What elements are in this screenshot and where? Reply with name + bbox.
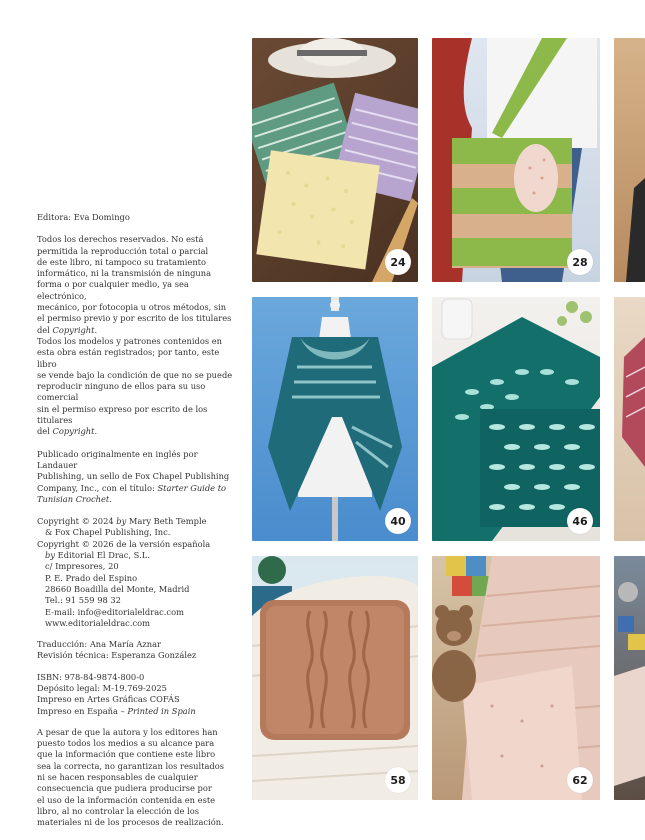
text-line: [37, 483, 237, 494]
website-line: www.editorialeldrac.com: [45, 617, 150, 628]
text-line: mecánico, por fotocopia u otros métodos, sin: [37, 302, 227, 313]
copyright-paragraph: [37, 516, 237, 629]
text-fragment: .: [94, 324, 98, 335]
text-line: de este libro, ni tampoco su tratamiento: [37, 256, 207, 267]
text-fragment: del: [37, 426, 53, 437]
text-line: puesto todos los medios a su alcance para: [37, 738, 215, 749]
text-line: [37, 550, 237, 561]
published-paragraph: [37, 449, 237, 505]
text-fragment: Tunisian Crochet: [37, 493, 110, 504]
blanket-photo[interactable]: [432, 556, 600, 800]
text-fragment: Impreso en España –: [37, 705, 128, 716]
editor-credit: Editora: Eva Domingo: [37, 212, 130, 222]
text-line: sea la correcta, no garantizan los resultados: [37, 760, 224, 771]
page-number-badge: 24: [385, 249, 411, 275]
isbn-paragraph: [37, 672, 237, 717]
address-line: 28660 Boadilla del Monte, Madrid: [45, 583, 190, 594]
pillow-photo[interactable]: [252, 556, 418, 800]
text-line: Todos los modelos y patrones contenidos en: [37, 335, 222, 346]
text-fragment: Copyright: [52, 426, 95, 437]
dishcloths-illustration: [252, 38, 418, 282]
email-line: E-mail: info@editorialeldrac.com: [45, 606, 184, 617]
text-line: el permiso previo y por escrito de los titulares: [37, 313, 232, 324]
phone-line: Tel.: 91 559 98 32: [45, 595, 121, 606]
partial-photo[interactable]: [614, 38, 645, 282]
text-line: [37, 426, 237, 437]
text-fragment: Copyright: [52, 324, 95, 335]
legal-deposit-line: Depósito legal: M-19.769-2025: [37, 682, 167, 693]
partial-illustration: [614, 297, 645, 541]
text-line: Publicado originalmente en inglés por Landauer: [37, 448, 198, 470]
partial-illustration: [614, 556, 645, 800]
text-line: permitida la reproducción total o parcial: [37, 245, 209, 256]
copyright-column: [37, 212, 237, 829]
text-line: el uso de la información contenida en este: [37, 794, 216, 805]
text-line: Todos los derechos reservados. No está: [37, 234, 204, 245]
text-fragment: Printed in Spain: [127, 705, 196, 716]
text-line: Publishing, un sello de Fox Chapel Publishing: [37, 471, 230, 482]
credits-paragraph: [37, 639, 237, 662]
text-line: sin el permiso expreso por escrito de los titulares: [37, 403, 208, 426]
review-credit: Revisión técnica: Esperanza González: [37, 650, 197, 661]
pillow-illustration: [252, 556, 418, 800]
text-line: consecuencia que pudiera producirse por: [37, 783, 212, 794]
partial-illustration: [614, 38, 645, 282]
partial-photo[interactable]: [614, 556, 645, 800]
text-fragment: .: [94, 426, 98, 437]
tote-bag-photo[interactable]: [432, 38, 600, 282]
partial-photo[interactable]: [614, 297, 645, 541]
page-number-badge: 62: [567, 767, 593, 793]
shawl-illustration: [252, 297, 418, 541]
dishcloth-illustration: [432, 297, 600, 541]
text-line: [37, 325, 237, 336]
translation-credit: Traducción: Ana María Aznar: [37, 639, 162, 650]
printer-line: Impreso en Artes Gráficas COFÁS: [37, 694, 180, 705]
shawl-photo[interactable]: [252, 297, 418, 541]
text-line: informático, ni la transmisión de ninguna: [37, 268, 212, 279]
models-paragraph: [37, 336, 237, 438]
text-line: Copyright © 2026 de la versión española: [37, 538, 211, 549]
text-line: forma o por cualquier medio, ya sea electrónico,: [37, 279, 189, 301]
address-line: c/ Impresores, 20: [45, 561, 119, 572]
text-line: libro, al no controlar la elección de los: [37, 805, 199, 816]
text-fragment: Editorial El Drac, S.L.: [55, 550, 150, 561]
text-fragment: Company, Inc., con el título:: [37, 482, 158, 493]
text-fragment: del: [37, 324, 53, 335]
isbn-line: ISBN: 978-84-9874-800-0: [37, 671, 145, 682]
tote-bag-illustration: [432, 38, 600, 282]
page-number-badge: 46: [567, 508, 593, 534]
text-line: se vende bajo la condición de que no se puede: [37, 369, 233, 380]
page-number-badge: 58: [385, 767, 411, 793]
page-number-badge: 40: [385, 508, 411, 534]
rights-paragraph: [37, 234, 237, 336]
text-line: & Fox Chapel Publishing, Inc.: [45, 527, 171, 538]
dishcloth-photo[interactable]: [432, 297, 600, 541]
dishcloths-photo[interactable]: [252, 38, 418, 282]
text-line: esta obra están registrados; por tanto, este libro: [37, 347, 220, 369]
text-line: reproducir ninguno de ellos para su uso comercial: [37, 381, 206, 403]
page-number-badge: 28: [567, 249, 593, 275]
text-fragment: Mary Beth Temple: [126, 516, 207, 527]
text-fragment: Starter Guide to: [157, 482, 227, 493]
text-fragment: by: [116, 516, 127, 527]
text-fragment: .: [109, 493, 112, 504]
text-line: materiales ni de los procesos de realización.: [37, 817, 224, 828]
blanket-illustration: [432, 556, 600, 800]
text-fragment: by: [45, 550, 55, 561]
address-line: P. E. Prado del Espino: [45, 572, 138, 583]
text-line: [37, 494, 237, 505]
text-line: [37, 516, 237, 527]
text-fragment: Copyright © 2024: [37, 516, 117, 527]
disclaimer-paragraph: [37, 727, 237, 829]
text-line: que la información que contiene este libro: [37, 749, 216, 760]
text-line: A pesar de que la autora y los editores han: [37, 726, 218, 737]
printed-in-line: [37, 706, 237, 717]
text-line: ni se hacen responsables de cualquier: [37, 772, 198, 783]
